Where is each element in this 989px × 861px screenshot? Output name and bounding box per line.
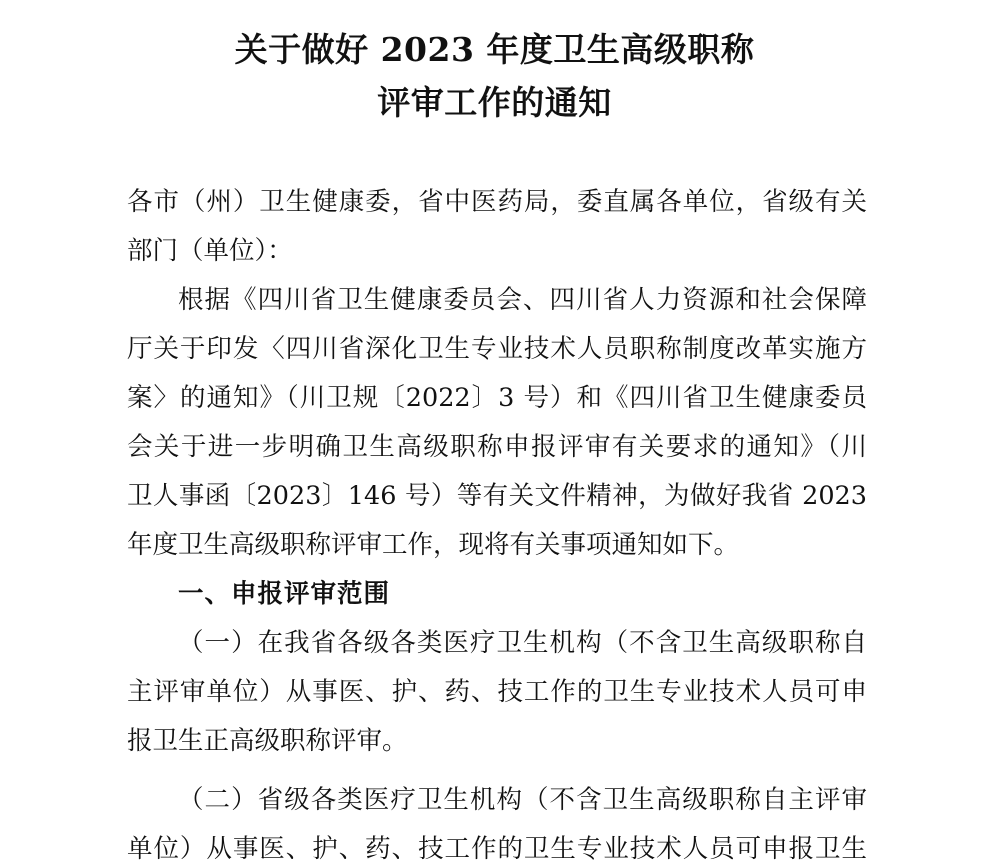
paragraph-gap <box>127 766 867 776</box>
section-1-item-2-line-1: （二）省级各类医疗卫生机构（不含卫生高级职称自主评审 <box>178 785 867 815</box>
document-title-line-2: 评审工作的通知 <box>377 83 612 122</box>
section-1-item-2-line-2: 单位）从事医、护、药、技工作的卫生专业技术人员可申报卫生 <box>127 834 867 861</box>
section-1-item-1-line-2: 主评审单位）从事医、护、药、技工作的卫生专业技术人员可申 <box>127 677 867 707</box>
paragraph-1-line-1: 根据《四川省卫生健康委员会、四川省人力资源和社会保障 <box>178 285 867 315</box>
salutation-line-1: 各市（州）卫生健康委，省中医药局，委直属各单位，省级有关 <box>127 187 867 217</box>
paragraph-1-line-5: 卫人事函〔2023〕146 号）等有关文件精神，为做好我省 2023 <box>127 481 867 511</box>
document-body <box>127 178 867 861</box>
paragraph-1-line-6: 年度卫生高级职称评审工作，现将有关事项通知如下。 <box>127 530 740 560</box>
salutation-line-2: 部门（单位）： <box>127 236 293 266</box>
document-title-line-1: 关于做好 2023 年度卫生高级职称 <box>234 30 755 69</box>
section-1-item-1-line-3: 报卫生正高级职称评审。 <box>127 726 408 756</box>
paragraph-1-line-3: 案〉的通知》（川卫规〔2022〕3 号）和《四川省卫生健康委员 <box>127 383 867 413</box>
section-1-item-1-line-1: （一）在我省各级各类医疗卫生机构（不含卫生高级职称自 <box>178 628 867 658</box>
section-1-heading: 一、申报评审范围 <box>178 579 391 609</box>
paragraph-1-line-2: 厅关于印发〈四川省深化卫生专业技术人员职称制度改革实施方 <box>127 334 867 364</box>
paragraph-1-line-4: 会关于进一步明确卫生高级职称申报评审有关要求的通知》（川 <box>127 432 867 462</box>
